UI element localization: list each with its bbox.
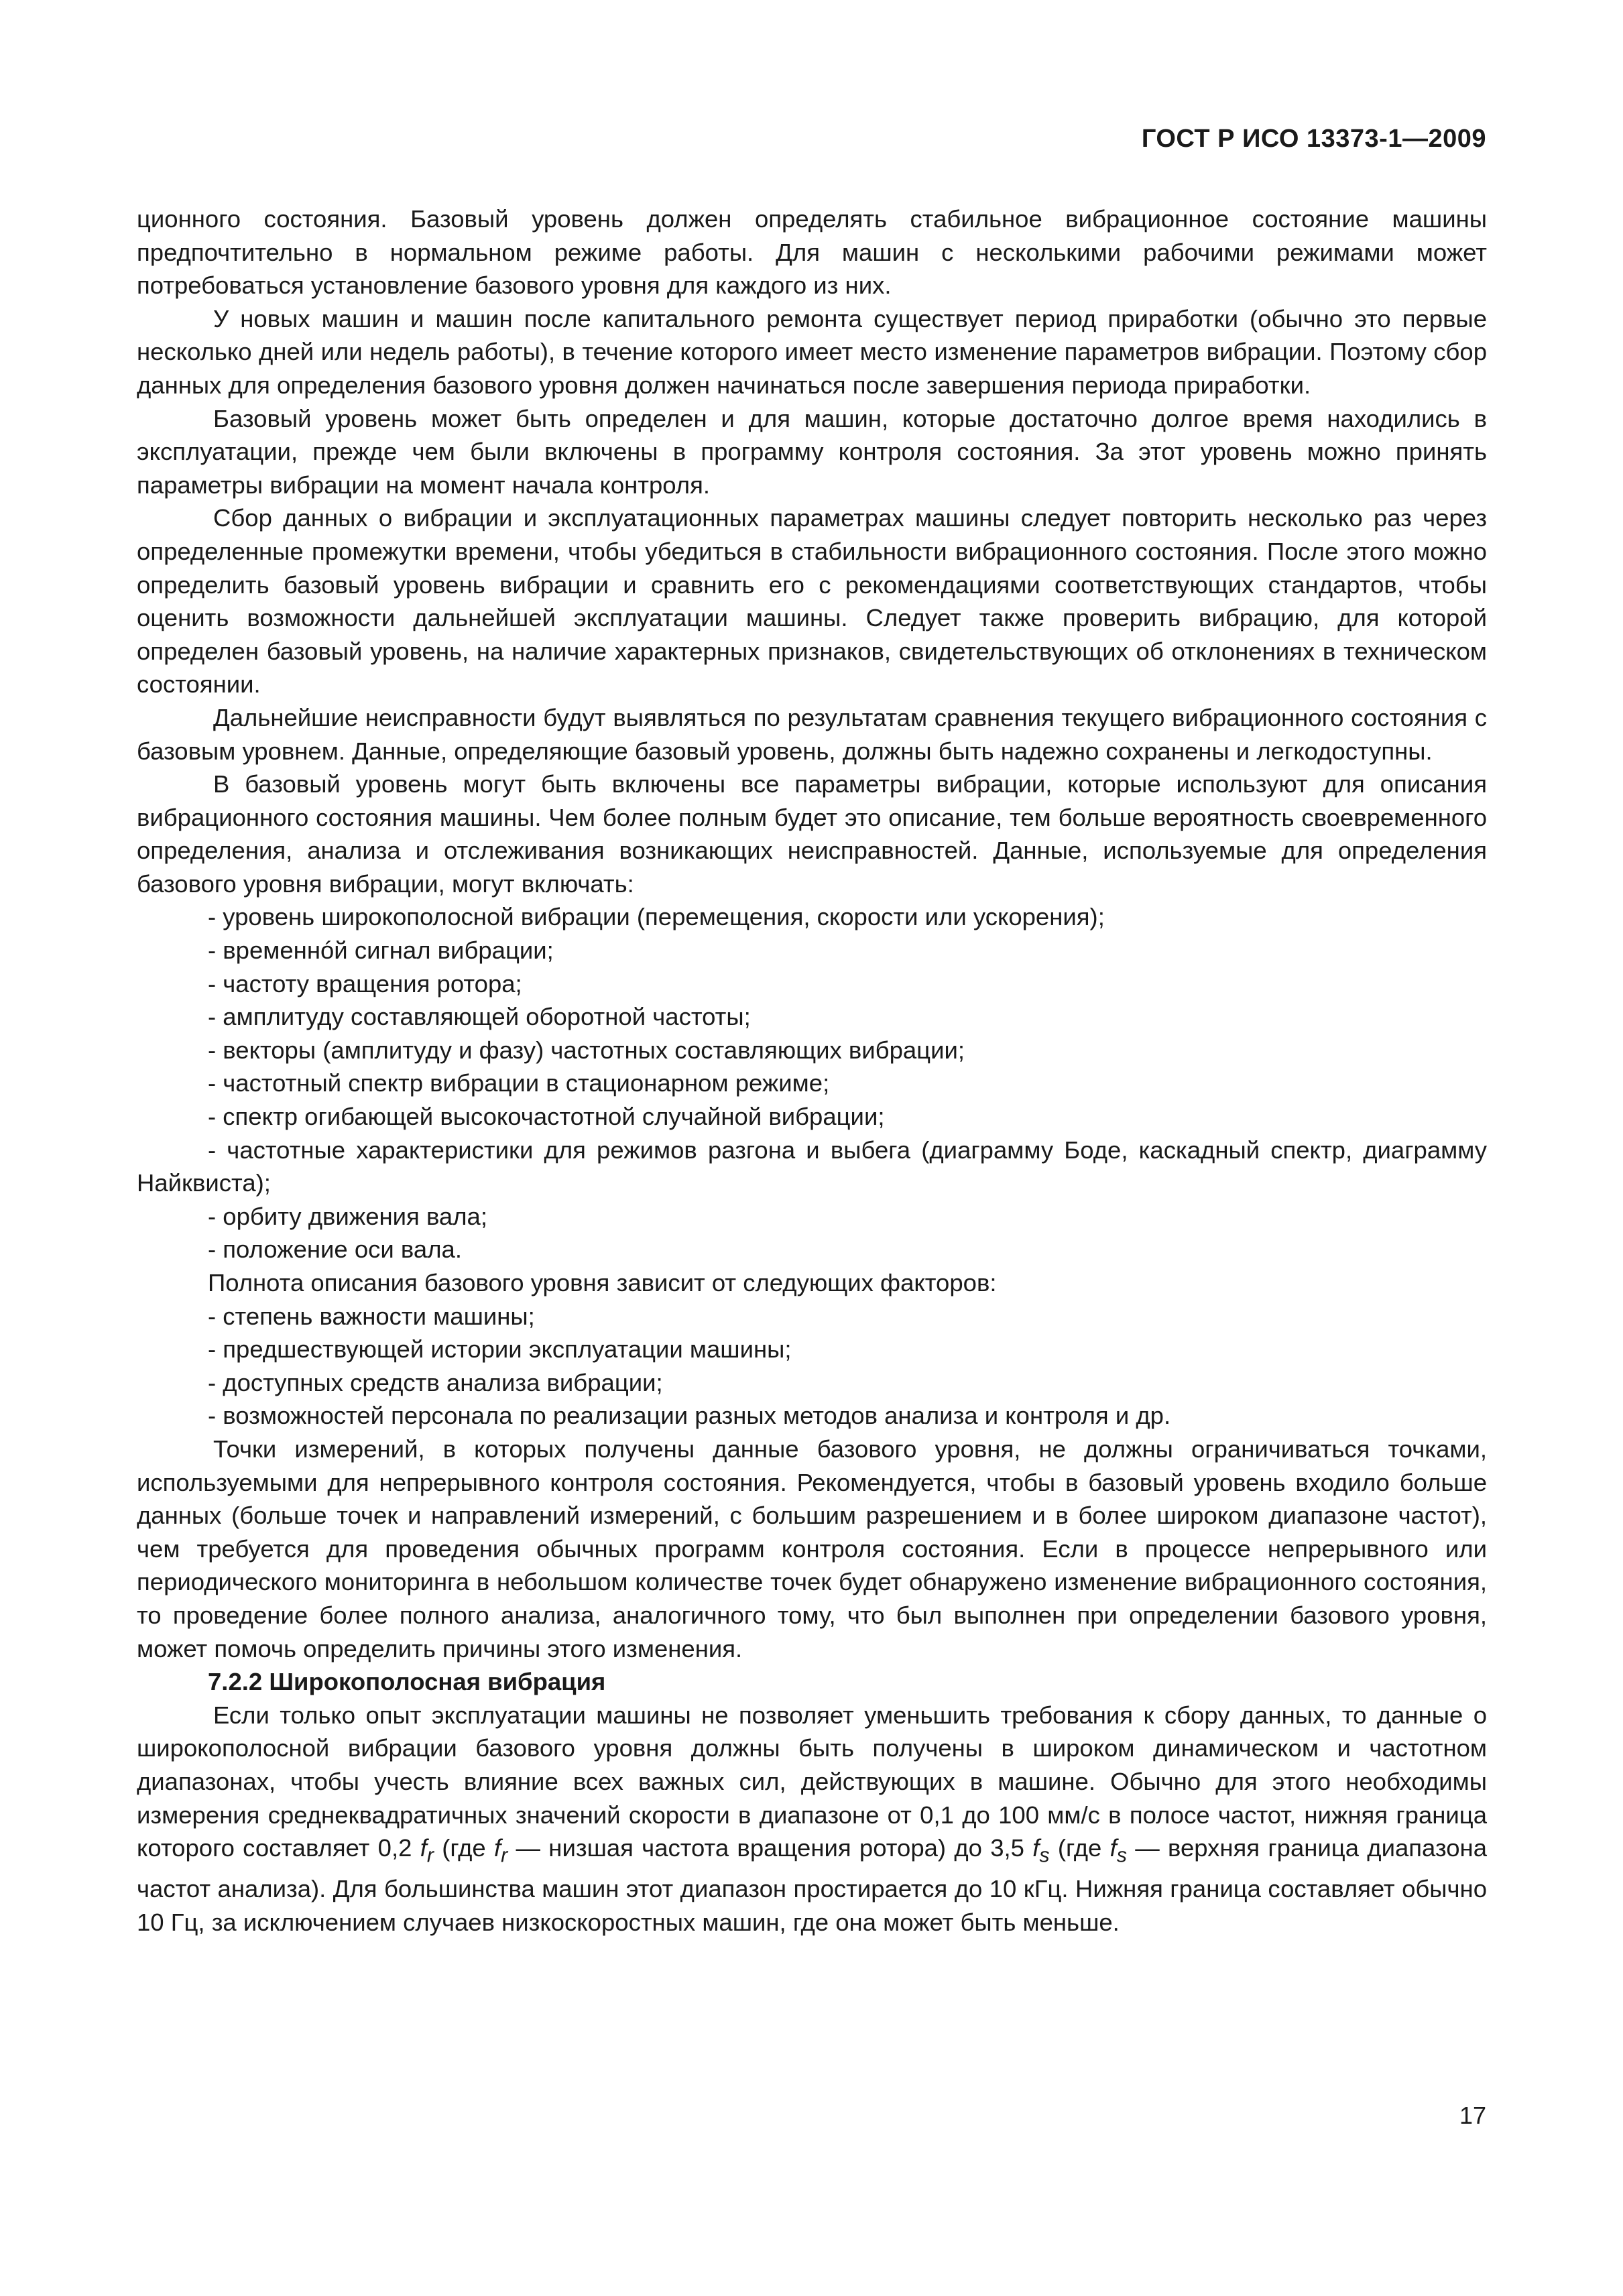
paragraph: ционного состояния. Базовый уровень должен определять стабильное вибрационное состояние машины предпочтительно в нормальном режиме работы. Для машин с несколькими рабочими режимами может потребоваться установление базового уровня для каждого из них.	[137, 205, 1487, 300]
paragraph: Сбор данных о вибрации и эксплуатационных параметрах машины следует повторить несколько раз через определенные промежутки времени, чтобы убедиться в стабильности вибрационного состояния. После этого можно определить базовый уровень вибрации и сравнить его с рекомендациями соответствующих стандартов, чтобы оценить возможности дальнейшей эксплуатации машины. Следует также проверить вибрацию, для которой определен базовый уровень, на наличие характерных признаков, свидетельствующих об отклонениях в техническом состоянии.	[137, 504, 1487, 699]
list-item: - орбиту движения вала;	[208, 1202, 487, 1230]
paragraph: Дальнейшие неисправности будут выявляться по результатам сравнения текущего вибрационного состояния с базовым уровнем. Данные, определяющие базовый уровень, должны быть надежно сохранены и легкодоступны.	[137, 703, 1487, 765]
list-item: - степень важности машины;	[208, 1302, 535, 1330]
list-item: - спектр огибающей высокочастотной случайной вибрации;	[208, 1103, 885, 1131]
text-run: Если только опыт эксплуатации машины не позволяет уменьшить требования к сбору данных, то данные о широкополосной вибрации базового уровня должны быть получены в широком динамическом и частотном диапазонах, чтобы учесть влияние всех важных сил, действующих в машине. Обычно для этого необходимы измерения среднеквадратичных значений скорости в диапазоне от 0,1 до 100 мм/с в полосе частот, нижняя граница которого составляет 0,2	[137, 1701, 1487, 1862]
text-run: (где	[433, 1834, 494, 1862]
list-item: - частотный спектр вибрации в стационарном режиме;	[208, 1069, 830, 1097]
page-number: 17	[1459, 2102, 1486, 2129]
formula-subscript: s	[1116, 1844, 1127, 1867]
text-run: — верхняя граница диапазона частот анализа). Для большинства машин этот диапазон простирается до 10 кГц. Нижняя граница составляет обычно 10 Гц, за исключением случаев низкоскоростных машин, где она может быть меньше.	[137, 1834, 1487, 1936]
factors-intro: Полнота описания базового уровня зависит от следующих факторов:	[208, 1269, 997, 1296]
page-body	[137, 202, 1487, 1939]
list-item: - амплитуду составляющей оборотной частоты;	[208, 1003, 751, 1031]
section-heading: 7.2.2 Широкополосная вибрация	[208, 1668, 606, 1696]
list-item: - векторы (амплитуду и фазу) частотных составляющих вибрации;	[208, 1036, 965, 1064]
list-item: - доступных средств анализа вибрации;	[208, 1368, 663, 1396]
paragraph: В базовый уровень могут быть включены все параметры вибрации, которые используют для описания вибрационного состояния машины. Чем более полным будет это описание, тем больше вероятность своевременного определения, анализа и отслеживания возникающих неисправностей. Данные, используемые для определения базового уровня вибрации, могут включать:	[137, 770, 1487, 898]
list-item: - частотные характеристики для режимов разгона и выбега (диаграмму Боде, каскадный спектр, диаграмму Найквиста);	[137, 1136, 1487, 1197]
formula-subscript: s	[1039, 1844, 1050, 1867]
formula-symbol: f	[493, 1834, 501, 1862]
paragraph: Базовый уровень может быть определен и для машин, которые достаточно долгое время находились в эксплуатации, прежде чем были включены в программу контроля состояния. За этот уровень можно принять параметры вибрации на момент начала контроля.	[137, 404, 1487, 499]
list-item: - уровень широкополосной вибрации (перемещения, скорости или ускорения);	[208, 903, 1105, 931]
list-item: - предшествующей истории эксплуатации машины;	[208, 1335, 792, 1364]
formula-symbol: f	[1109, 1834, 1117, 1862]
document-header: ГОСТ Р ИСО 13373-1—2009	[1141, 125, 1486, 153]
formula-subscript: r	[501, 1844, 508, 1867]
formula-symbol: f	[1032, 1834, 1040, 1862]
formula-subscript: r	[426, 1844, 434, 1867]
formula-symbol: f	[420, 1834, 427, 1862]
paragraph: У новых машин и машин после капитального ремонта существует период приработки (обычно это первые несколько дней или недель работы), в течение которого имеет место изменение параметров вибрации. Поэтому сбор данных для определения базового уровня должен начинаться после завершения периода приработки.	[137, 304, 1487, 399]
text-run: (где	[1049, 1834, 1110, 1862]
paragraph: Точки измерений, в которых получены данные базового уровня, не должны ограничиваться точками, используемыми для непрерывного контроля состояния. Рекомендуется, чтобы в базовый уровень входило больше данных (больше точек и направлений измерений, с большим разрешением и в более широком диапазоне частот), чем требуется для проведения обычных программ контроля состояния. Если в процессе непрерывного или периодического мониторинга в небольшом количестве точек будет обнаружено изменение вибрационного состояния, то проведение более полного анализа, аналогичного тому, что был выполнен при определении базового уровня, может помочь определить причины этого изменения.	[137, 1435, 1487, 1663]
list-item: - возможностей персонала по реализации разных методов анализа и контроля и др.	[208, 1402, 1171, 1430]
list-item: - положение оси вала.	[208, 1235, 462, 1264]
text-run: — низшая частота вращения ротора) до 3,5	[507, 1834, 1033, 1862]
list-item: - частоту вращения ротора;	[208, 969, 522, 998]
list-item: - временнóй сигнал вибрации;	[208, 936, 554, 965]
paragraph	[137, 1699, 1487, 1939]
